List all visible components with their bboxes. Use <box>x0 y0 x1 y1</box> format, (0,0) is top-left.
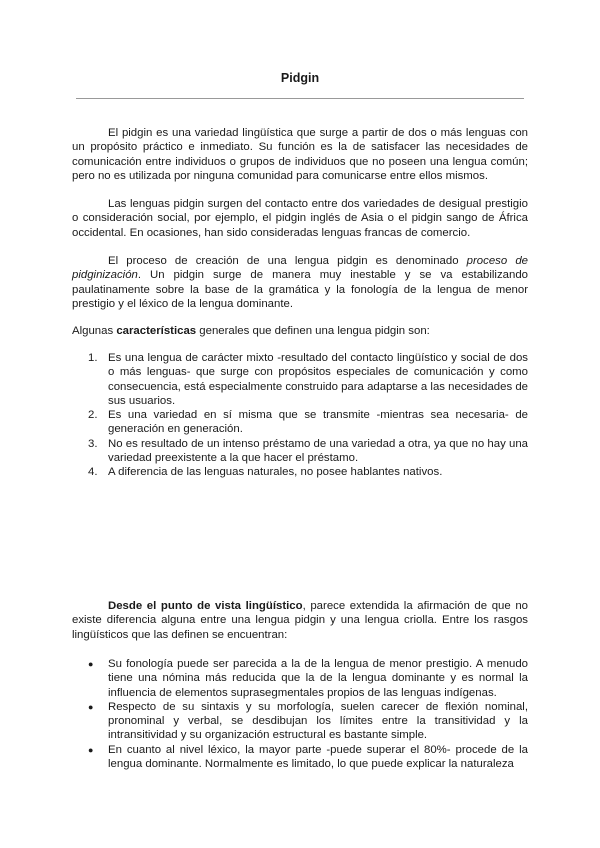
characteristics-list <box>88 351 528 480</box>
bullet-icon: ● <box>88 659 94 669</box>
list-item <box>88 437 528 466</box>
characteristics-keyword: características <box>116 325 197 337</box>
paragraph-origin: Las lenguas pidgin surgen del contacto entre dos variedades de desigual prestigio o consideración social, por ejemplo, el pidgin inglés de Asia o el pidgin sango de África occidental. En ocasiones, han sido consideradas lenguas francas de comercio. <box>72 198 528 239</box>
list-item-text: Su fonología puede ser parecida a la de la lengua de menor prestigio. A menudo tiene una nómina más reducida que la de la lengua dominante y es normal la influencia de elementos suprasegmentales propios de las lenguas indígenas. <box>108 658 528 699</box>
list-item-text: En cuanto al nivel léxico, la mayor parte -puede superar el 80%- procede de la lengua dominante. Normalmente es limitado, lo que puede explicar la naturaleza <box>108 743 528 771</box>
list-item-text: Es una lengua de carácter mixto -resultado del contacto lingüístico y social de dos o más lenguas- que surge con propósitos especiales de comunicación y como consecuencia, está especialmente construido para adaptarse a las necesidades de sus usuarios. <box>108 352 528 407</box>
title-divider <box>76 98 524 99</box>
characteristics-intro-before: Algunas <box>72 325 117 337</box>
list-item <box>88 700 528 743</box>
linguistic-view-keyword: Desde el punto de vista lingüístico <box>108 600 303 612</box>
linguistic-traits-list <box>88 657 528 771</box>
linguistic-view-text: , parece extendida la afirmación de que no existe diferencia alguna entre una lengua pidgin y una lengua criolla. Entre los rasgos lingüísticos que las definen se encuentran: <box>72 600 528 641</box>
list-item <box>88 351 528 408</box>
pidginization-term: proceso de pidginización <box>72 255 528 282</box>
list-marker: 3. <box>88 437 98 450</box>
characteristics-intro <box>72 324 528 338</box>
paragraph-pidginization <box>72 254 528 311</box>
list-item-text: No es resultado de un intenso préstamo de una variedad a otra, ya que no hay una variedad preexistente a la que hacer el préstamo. <box>108 437 528 465</box>
list-item <box>88 465 528 479</box>
list-marker: 1. <box>88 352 98 364</box>
list-item <box>88 743 528 772</box>
page-title: Pidgin <box>280 71 320 85</box>
characteristics-intro-after: generales que definen una lengua pidgin son: <box>196 325 430 337</box>
pidginization-text-before: El proceso de creación de una lengua pidgin es denominado <box>108 255 467 267</box>
list-item-text: Respecto de su sintaxis y su morfología, suelen carecer de flexión nominal, pronominal y verbal, se desdibujan los límites entre la transitividad y la intransitividad y su organización estructural es bastante simple. <box>108 700 528 742</box>
list-item-text: Es una variedad en sí misma que se transmite -mientras sea necesaria- de generación en generación. <box>108 409 528 436</box>
list-item-text: A diferencia de las lenguas naturales, no posee hablantes nativos. <box>108 466 443 479</box>
paragraph-intro: El pidgin es una variedad lingüística que surge a partir de dos o más lenguas con un propósito práctico e inmediato. Su función es la de satisfacer las necesidades de comunicación entre individuos o grupos de individuos que no poseen una lengua común; pero no es utilizada por ninguna comunidad para comunicarse entre ellos mismos. <box>72 127 528 182</box>
list-marker: 4. <box>88 466 98 479</box>
bullet-icon: ● <box>88 701 94 712</box>
list-item <box>88 408 528 437</box>
list-item <box>88 657 528 700</box>
list-marker: 2. <box>88 409 98 422</box>
paragraph-linguistic-view <box>72 599 528 642</box>
bullet-icon: ● <box>88 744 94 755</box>
pidginization-text-after: . Un pidgin surge de manera muy inestable y se va estabilizando paulatinamente sobre la base de la gramática y la fonología de la lengua de menor prestigio y el léxico de la lengua dominante. <box>72 269 528 310</box>
